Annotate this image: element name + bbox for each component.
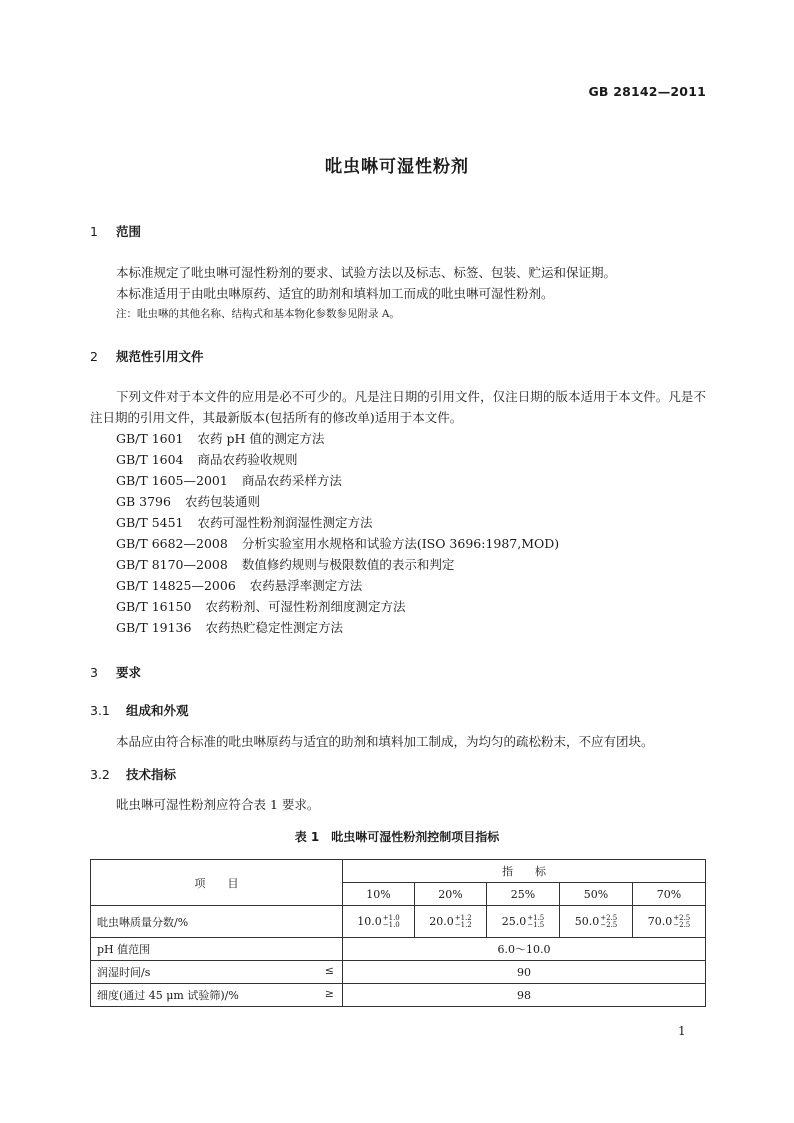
scope-paragraph-1: 本标准规定了吡虫啉可湿性粉剂的要求、试验方法以及标志、标签、包装、贮运和保证期。 [116,265,617,280]
section-title: 技术指标 [126,767,177,782]
mass-fraction-cell: 25.0 +1.5 −1.5 [487,906,560,938]
mass-fraction-cell: 70.0 +2.5 −2.5 [633,906,706,938]
table-header-row [91,860,706,883]
section-3-2-heading [90,765,176,783]
reference-item [116,555,454,573]
reference-title: 数值修约规则与极限数值的表示和判定 [241,557,455,572]
table-caption-title: 吡虫啉可湿性粉剂控制项目指标 [331,830,500,844]
row-label: 细度(通过 45 μm 试验筛)/% [97,989,239,1002]
table-caption-number: 表 1 [294,830,320,844]
ph-value-cell: 6.0～10.0 [343,938,706,961]
section-3-1-heading [90,701,189,719]
row-label-cell [91,961,343,984]
table-row [91,938,706,961]
column-header: 10% [343,883,415,906]
reference-item [116,513,373,531]
section-2-heading [90,347,204,365]
reference-code: GB/T 19136 [116,620,192,635]
column-header: 50% [560,883,633,906]
reference-item [116,471,342,489]
reference-title: 农药粉剂、可湿性粉剂细度测定方法 [205,599,406,614]
row-label: 润湿时间/s [97,966,151,979]
section-title: 规范性引用文件 [116,349,204,364]
reference-item [116,618,343,636]
spec-table [90,859,706,1007]
tech-intro-paragraph: 吡虫啉可湿性粉剂应符合表 1 要求。 [116,797,320,812]
normative-intro: 下列文件对于本文件的应用是必不可少的。凡是注日期的引用文件，仅注日期的版本适用于本文件。凡是不注日期的引用文件，其最新版本(包括所有的修改单)适用于本文件。 [90,389,706,425]
section-1-heading [90,222,141,240]
section-number: 2 [90,349,98,364]
reference-code: GB/T 5451 [116,515,184,530]
reference-title: 分析实验室用水规格和试验方法(ISO 3696:1987,MOD) [241,536,560,551]
mass-fraction-cell: 20.0 +1.2 −1.2 [415,906,487,938]
standard-code: GB 28142—2011 [588,84,706,99]
comparison-symbol: ≥ [324,987,334,1000]
row-label-cell [91,984,343,1007]
reference-code: GB/T 1601 [116,431,184,446]
table-caption [0,828,794,845]
page-number: 1 [678,1024,686,1038]
column-header: 25% [487,883,560,906]
reference-code: GB/T 14825—2006 [116,578,236,593]
reference-item [116,597,405,615]
reference-title: 农药可湿性粉剂润湿性测定方法 [197,515,373,530]
reference-title: 商品农药采样方法 [241,473,342,488]
section-3-heading [90,663,141,681]
section-title: 组成和外观 [126,703,189,718]
column-header: 70% [633,883,706,906]
mass-fraction-cell: 50.0 +2.5 −2.5 [560,906,633,938]
table-row [91,961,706,984]
row-label: 吡虫啉质量分数/% [91,906,343,938]
reference-item [116,450,298,468]
reference-code: GB/T 1605—2001 [116,473,228,488]
section-number: 1 [90,224,98,239]
reference-title: 农药 pH 值的测定方法 [197,431,325,446]
reference-code: GB/T 6682—2008 [116,536,228,551]
section-title: 范围 [116,224,142,239]
reference-code: GB/T 8170—2008 [116,557,228,572]
reference-code: GB 3796 [116,494,171,509]
section-number: 3.1 [90,703,110,718]
reference-item [116,576,362,594]
header-item-cell: 项 目 [91,860,343,906]
scope-note: 注：吡虫啉的其他名称、结构式和基本物化参数参见附录 A。 [116,308,400,320]
column-header: 20% [415,883,487,906]
reference-code: GB/T 16150 [116,599,192,614]
wetting-value-cell: 90 [343,961,706,984]
document-title: 吡虫啉可湿性粉剂 [325,157,469,177]
section-number: 3.2 [90,767,110,782]
row-label: pH 值范围 [91,938,343,961]
table-row [91,906,706,938]
reference-title: 农药悬浮率测定方法 [249,578,363,593]
mass-fraction-cell: 10.0 +1.0 −1.0 [343,906,415,938]
appearance-paragraph: 本品应由符合标准的吡虫啉原药与适宜的助剂和填料加工制成，为均匀的疏松粉末，不应有团块。 [116,734,654,749]
fineness-value-cell: 98 [343,984,706,1007]
section-title: 要求 [116,665,142,680]
reference-title: 农药包装通则 [184,494,260,509]
section-number: 3 [90,665,98,680]
header-index-cell: 指 标 [343,860,706,883]
table-row [91,984,706,1007]
reference-code: GB/T 1604 [116,452,184,467]
reference-item [116,534,559,552]
reference-item [116,492,260,510]
scope-paragraph-2: 本标准适用于由吡虫啉原药、适宜的助剂和填料加工而成的吡虫啉可湿性粉剂。 [116,286,554,301]
reference-title: 商品农药验收规则 [197,452,298,467]
reference-item [116,429,324,447]
comparison-symbol: ≤ [324,964,334,977]
reference-title: 农药热贮稳定性测定方法 [205,620,343,635]
